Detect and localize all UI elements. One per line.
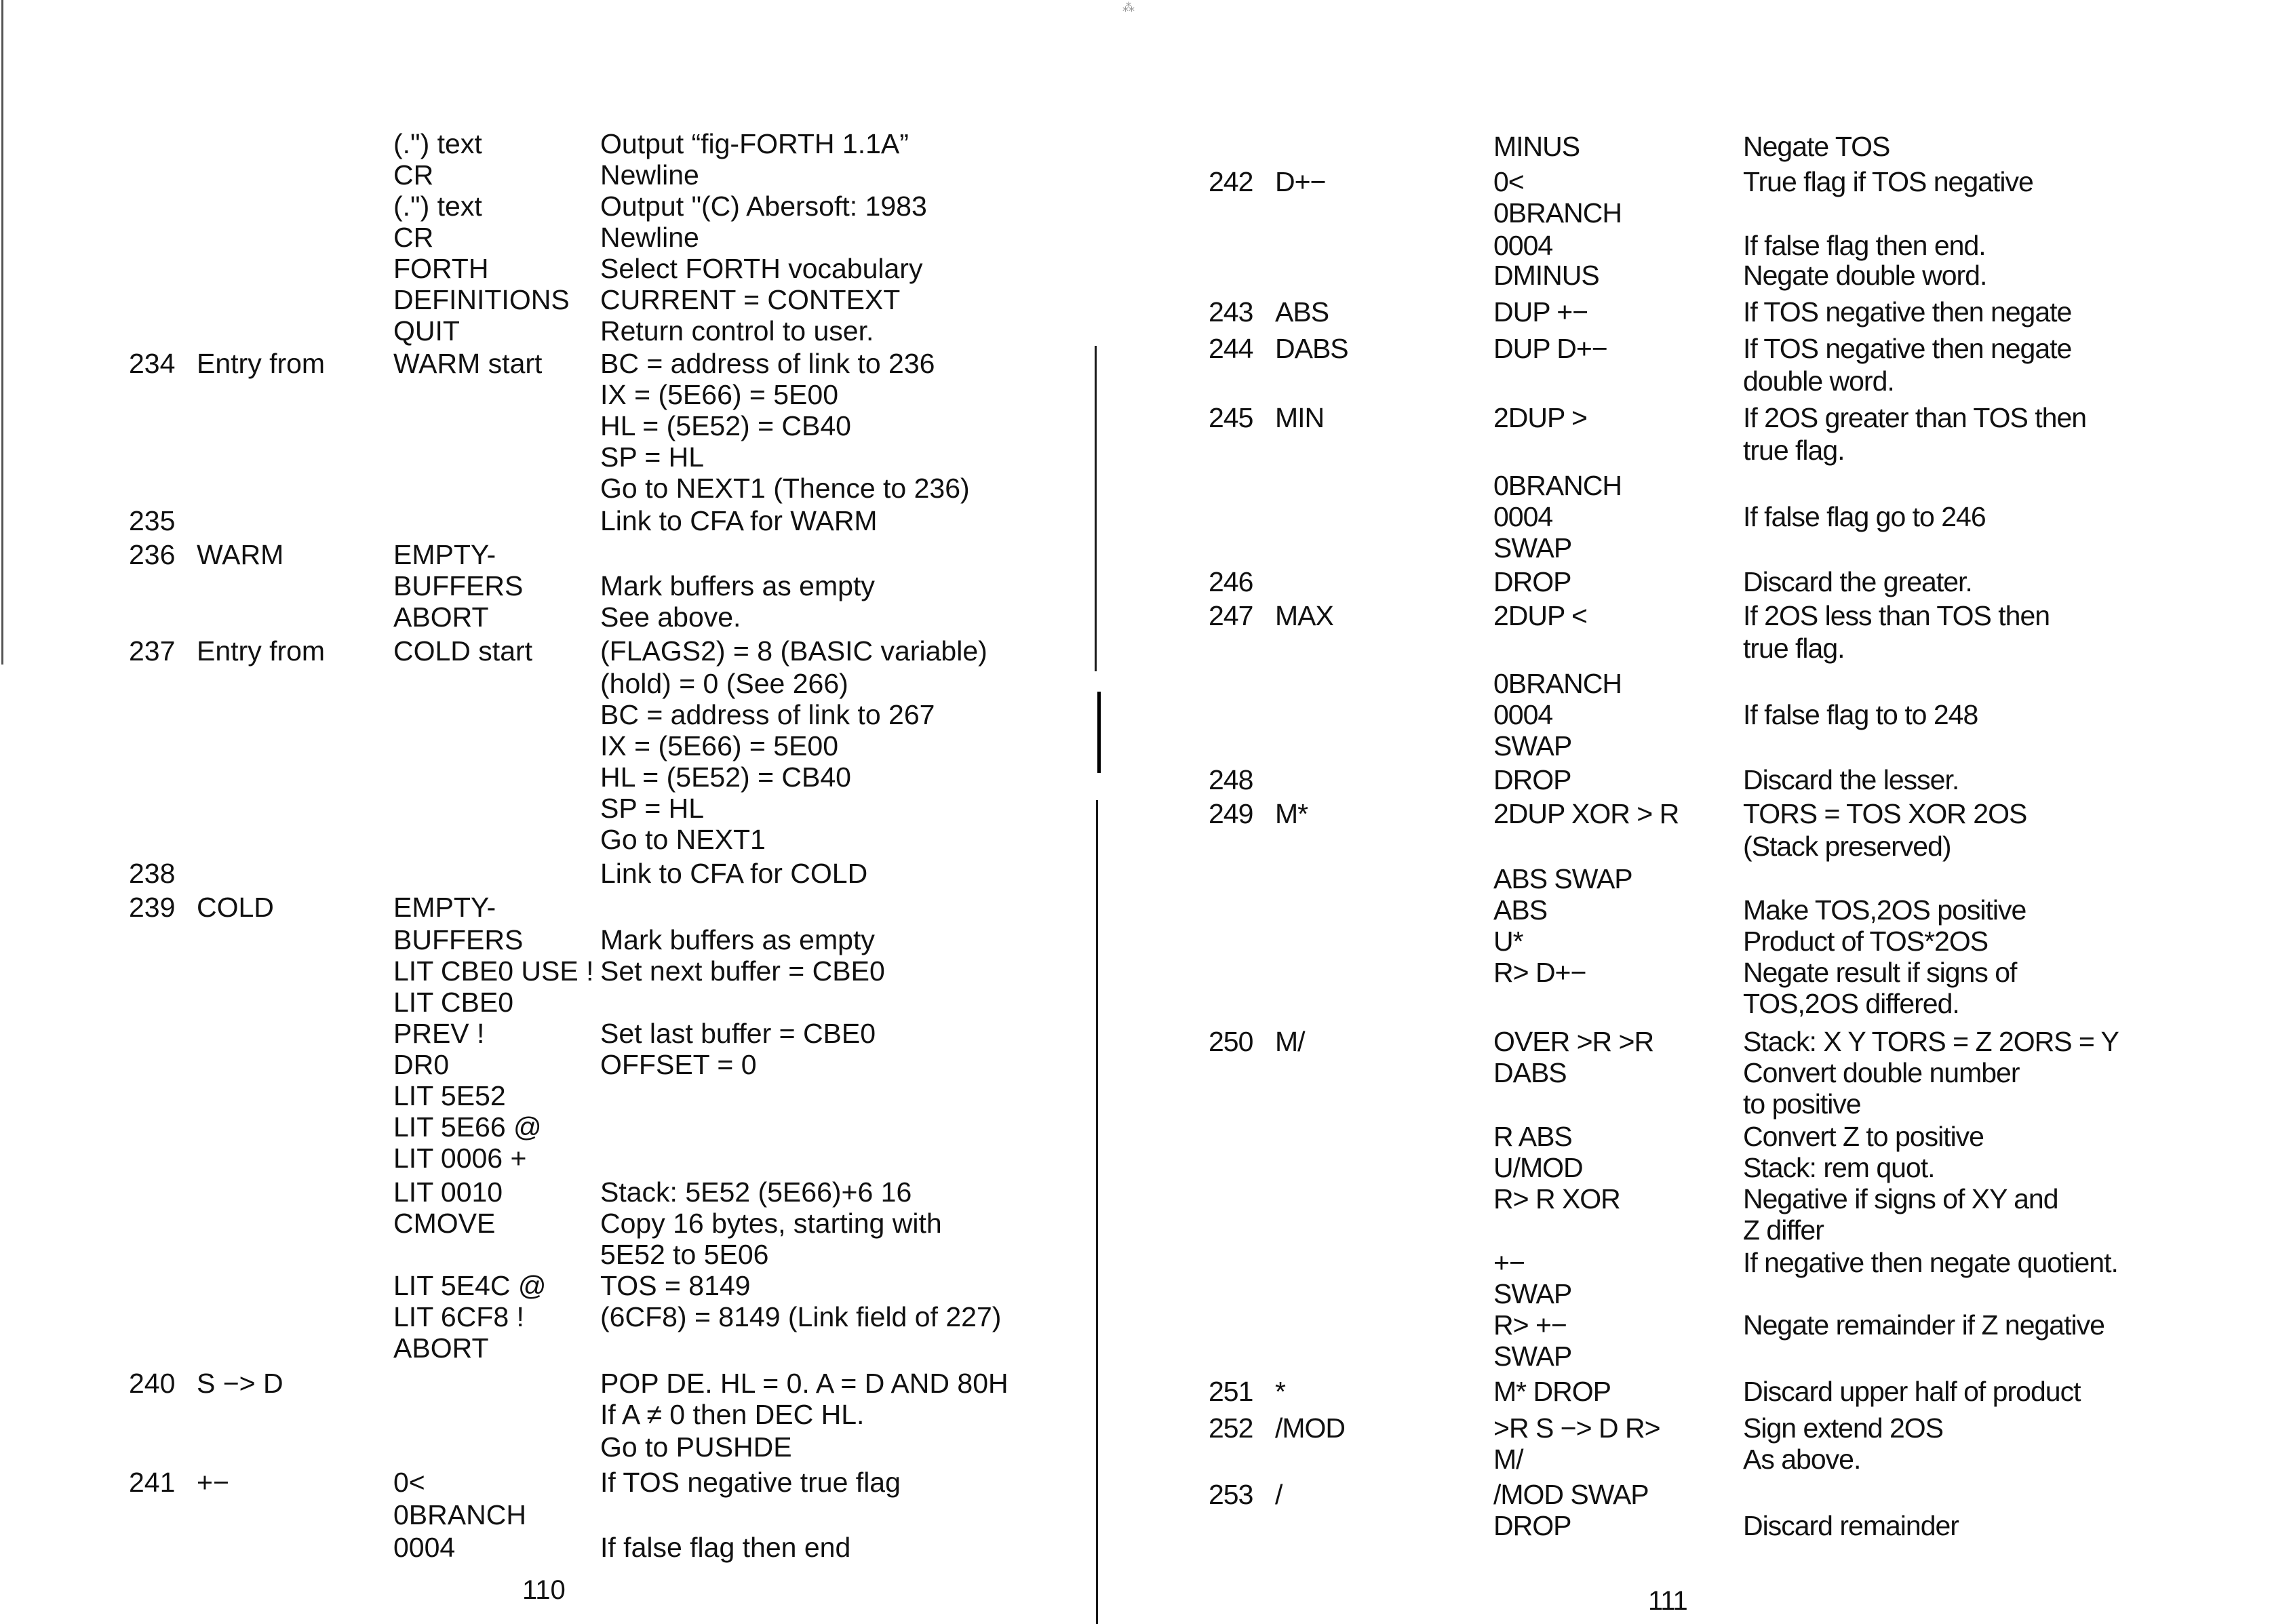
comment-text: If false flag to to 248 <box>1743 699 1978 730</box>
comment-text: SP = HL <box>600 441 705 473</box>
code-word: FORTH <box>393 253 489 284</box>
screen-label: / <box>1275 1479 1282 1510</box>
screen-number: 245 <box>1209 402 1253 433</box>
screen-label: MIN <box>1275 402 1325 433</box>
comment-text: If TOS negative true flag <box>600 1467 901 1498</box>
comment-text: Mark buffers as empty <box>600 924 875 955</box>
code-word: M/ <box>1493 1444 1523 1475</box>
code-word: 0004 <box>393 1532 456 1563</box>
screen-label: MAX <box>1275 600 1333 631</box>
comment-text: HL = (5E52) = CB40 <box>600 761 851 793</box>
code-word: DMINUS <box>1493 260 1599 291</box>
code-word: R ABS <box>1493 1121 1572 1152</box>
screen-number: 251 <box>1209 1376 1253 1407</box>
comment-text: If negative then negate quotient. <box>1743 1247 2118 1278</box>
comment-text: TOS,2OS differed. <box>1743 988 1959 1019</box>
comment-text: Go to PUSHDE <box>600 1431 792 1463</box>
screen-number: 236 <box>129 539 176 570</box>
comment-text: Copy 16 bytes, starting with <box>600 1208 942 1239</box>
screen-number: 238 <box>129 858 176 889</box>
screen-number: 243 <box>1209 296 1253 328</box>
screen-number: 246 <box>1209 566 1253 597</box>
screen-label: +− <box>197 1467 229 1498</box>
code-word: WARM start <box>393 348 543 379</box>
comment-text: Negative if signs of XY and <box>1743 1183 2058 1214</box>
code-word: +− <box>1493 1247 1525 1278</box>
code-word: M* DROP <box>1493 1376 1611 1407</box>
comment-text: Return control to user. <box>600 315 874 346</box>
comment-text: Convert Z to positive <box>1743 1121 1984 1152</box>
code-word: 0BRANCH <box>1493 470 1622 501</box>
code-word: >R S −> D R> <box>1493 1412 1660 1444</box>
code-word: CMOVE <box>393 1208 496 1239</box>
comment-text: Stack: 5E52 (5E66)+6 16 <box>600 1176 912 1208</box>
comment-text: HL = (5E52) = CB40 <box>600 410 851 441</box>
code-word: LIT CBE0 <box>393 987 513 1018</box>
comment-text: Output “fig-FORTH 1.1A” <box>600 128 909 159</box>
code-word: R> R XOR <box>1493 1183 1620 1214</box>
screen-number: 239 <box>129 892 176 923</box>
comment-text: IX = (5E66) = 5E00 <box>600 379 839 410</box>
comment-text: Link to CFA for WARM <box>600 505 878 536</box>
code-word: U/MOD <box>1493 1152 1583 1183</box>
comment-text: true flag. <box>1743 633 1845 664</box>
code-word: 0< <box>1493 166 1524 197</box>
screen-label: ABS <box>1275 296 1329 328</box>
code-word: 0004 <box>1493 230 1553 261</box>
code-word: U* <box>1493 926 1523 957</box>
code-word: 0004 <box>1493 501 1553 532</box>
screen-label: M/ <box>1275 1026 1305 1057</box>
code-word: SWAP <box>1493 1341 1572 1372</box>
comment-text: Stack: rem quot. <box>1743 1152 1935 1183</box>
code-word: (.") text <box>393 191 482 222</box>
comment-text: Output "(C) Abersoft: 1983 <box>600 191 927 222</box>
code-word: 2DUP < <box>1493 600 1587 631</box>
comment-text: Sign extend 2OS <box>1743 1412 1943 1444</box>
screen-number: 240 <box>129 1368 176 1399</box>
code-word: ABORT <box>393 1332 489 1364</box>
comment-text: Set last buffer = CBE0 <box>600 1018 876 1049</box>
comment-text: Negate remainder if Z negative <box>1743 1309 2104 1341</box>
comment-text: Select FORTH vocabulary <box>600 253 923 284</box>
comment-text: BC = address of link to 267 <box>600 699 935 730</box>
code-word: SWAP <box>1493 532 1572 563</box>
comment-text: Discard remainder <box>1743 1510 1959 1541</box>
code-word: 0< <box>393 1467 425 1498</box>
comment-text: Z differ <box>1743 1214 1824 1246</box>
code-word: DROP <box>1493 1510 1571 1541</box>
screen-number: 249 <box>1209 798 1253 829</box>
code-word: /MOD SWAP <box>1493 1479 1649 1510</box>
comment-text: BC = address of link to 236 <box>600 348 935 379</box>
comment-text: double word. <box>1743 365 1894 397</box>
comment-text: POP DE. HL = 0. A = D AND 80H <box>600 1368 1009 1399</box>
comment-text: to positive <box>1743 1088 1861 1120</box>
comment-text: Discard the lesser. <box>1743 764 1959 795</box>
comment-text: Newline <box>600 222 699 253</box>
comment-text: Link to CFA for COLD <box>600 858 868 889</box>
screen-label: * <box>1275 1376 1285 1407</box>
comment-text: Negate result if signs of <box>1743 957 2017 988</box>
code-word: 0BRANCH <box>393 1499 526 1530</box>
page-number: 110 <box>522 1575 566 1605</box>
comment-text: SP = HL <box>600 793 705 824</box>
comment-text: If false flag then end. <box>1743 230 1986 261</box>
code-word: COLD start <box>393 635 533 667</box>
comment-text: Newline <box>600 159 699 191</box>
code-word: DEFINITIONS <box>393 284 570 315</box>
comment-text: (Stack preserved) <box>1743 831 1951 862</box>
comment-text: IX = (5E66) = 5E00 <box>600 730 839 761</box>
code-word: CR <box>393 159 434 191</box>
spine-mark: ⁂ <box>1122 1 1135 14</box>
code-word: DABS <box>1493 1057 1567 1088</box>
right-page <box>1112 0 2291 1624</box>
screen-number: 250 <box>1209 1026 1253 1057</box>
code-word: QUIT <box>393 315 460 346</box>
screen-label: M* <box>1275 798 1308 829</box>
comment-text: true flag. <box>1743 435 1845 466</box>
code-word: MINUS <box>1493 131 1580 162</box>
code-word: PREV ! <box>393 1018 485 1049</box>
comment-text: If false flag go to 246 <box>1743 501 1986 532</box>
code-word: LIT 5E66 @ <box>393 1111 542 1143</box>
comment-text: CURRENT = CONTEXT <box>600 284 901 315</box>
comment-text: Discard upper half of product <box>1743 1376 2081 1407</box>
code-word: R> D+− <box>1493 957 1586 988</box>
screen-label: DABS <box>1275 333 1348 364</box>
comment-text: Product of TOS*2OS <box>1743 926 1989 957</box>
code-word: 0BRANCH <box>1493 197 1622 229</box>
comment-text: Go to NEXT1 (Thence to 236) <box>600 473 970 504</box>
comment-text: If false flag then end <box>600 1532 851 1563</box>
comment-text: Discard the greater. <box>1743 566 1972 597</box>
code-word: DROP <box>1493 764 1571 795</box>
comment-text: Go to NEXT1 <box>600 824 766 855</box>
code-word: DUP +− <box>1493 296 1588 328</box>
comment-text: OFFSET = 0 <box>600 1049 757 1080</box>
code-word: ABORT <box>393 601 489 633</box>
code-word: LIT 5E52 <box>393 1080 506 1111</box>
comment-text: True flag if TOS negative <box>1743 166 2033 197</box>
comment-text: As above. <box>1743 1444 1861 1475</box>
code-word: ABS <box>1493 894 1548 926</box>
code-word: CR <box>393 222 434 253</box>
code-word: DR0 <box>393 1049 450 1080</box>
comment-text: Negate TOS <box>1743 131 1890 162</box>
comment-text: (FLAGS2) = 8 (BASIC variable) <box>600 635 987 667</box>
screen-number: 253 <box>1209 1479 1253 1510</box>
code-word: (.") text <box>393 128 482 159</box>
screen-label: WARM <box>197 539 284 570</box>
code-word: 0BRANCH <box>1493 668 1622 699</box>
code-word: 2DUP > <box>1493 402 1587 433</box>
comment-text: TOS = 8149 <box>600 1270 751 1301</box>
screen-label: COLD <box>197 892 274 923</box>
screen-number: 237 <box>129 635 176 667</box>
screen-number: 247 <box>1209 600 1253 631</box>
comment-text: If 2OS less than TOS then <box>1743 600 2050 631</box>
left-page <box>0 0 1099 1624</box>
code-word: LIT 0010 <box>393 1176 503 1208</box>
comment-text: (hold) = 0 (See 266) <box>600 668 848 699</box>
screen-label: D+− <box>1275 166 1326 197</box>
screen-number: 242 <box>1209 166 1253 197</box>
comment-text: If TOS negative then negate <box>1743 296 2072 328</box>
comment-text: Set next buffer = CBE0 <box>600 955 885 987</box>
comment-text: If 2OS greater than TOS then <box>1743 402 2087 433</box>
code-word: LIT 5E4C @ <box>393 1270 547 1301</box>
comment-text: Make TOS,2OS positive <box>1743 894 2026 926</box>
code-word: SWAP <box>1493 730 1572 761</box>
code-word: OVER >R >R <box>1493 1026 1654 1057</box>
comment-text: (6CF8) = 8149 (Link field of 227) <box>600 1301 1002 1332</box>
comment-text: Stack: X Y TORS = Z 2ORS = Y <box>1743 1026 2119 1057</box>
code-word: R> +− <box>1493 1309 1567 1341</box>
comment-text: Mark buffers as empty <box>600 570 875 601</box>
comment-text: If TOS negative then negate <box>1743 333 2072 364</box>
code-word: ABS SWAP <box>1493 863 1632 894</box>
screen-number: 252 <box>1209 1412 1253 1444</box>
comment-text: Negate double word. <box>1743 260 1987 291</box>
comment-text: 5E52 to 5E06 <box>600 1239 769 1270</box>
screen-number: 234 <box>129 348 176 379</box>
screen-label: /MOD <box>1275 1412 1346 1444</box>
page-number: 111 <box>1648 1586 1687 1616</box>
screen-number: 248 <box>1209 764 1253 795</box>
code-word: BUFFERS <box>393 570 524 601</box>
screen-label: Entry from <box>197 635 326 667</box>
comment-text: See above. <box>600 601 741 633</box>
comment-text: If A ≠ 0 then DEC HL. <box>600 1399 865 1430</box>
code-word: EMPTY- <box>393 892 496 923</box>
code-word: LIT CBE0 USE ! <box>393 955 594 987</box>
code-word: LIT 0006 + <box>393 1143 527 1174</box>
code-word: EMPTY- <box>393 539 496 570</box>
screen-label: S −> D <box>197 1368 283 1399</box>
code-word: BUFFERS <box>393 924 524 955</box>
screen-number: 235 <box>129 505 176 536</box>
code-word: DROP <box>1493 566 1571 597</box>
screen-number: 241 <box>129 1467 176 1498</box>
screen-label: Entry from <box>197 348 326 379</box>
code-word: 2DUP XOR > R <box>1493 798 1679 829</box>
code-word: LIT 6CF8 ! <box>393 1301 524 1332</box>
code-word: SWAP <box>1493 1278 1572 1309</box>
code-word: 0004 <box>1493 699 1553 730</box>
screen-number: 244 <box>1209 333 1253 364</box>
comment-text: TORS = TOS XOR 2OS <box>1743 798 2027 829</box>
code-word: DUP D+− <box>1493 333 1607 364</box>
comment-text: Convert double number <box>1743 1057 2020 1088</box>
